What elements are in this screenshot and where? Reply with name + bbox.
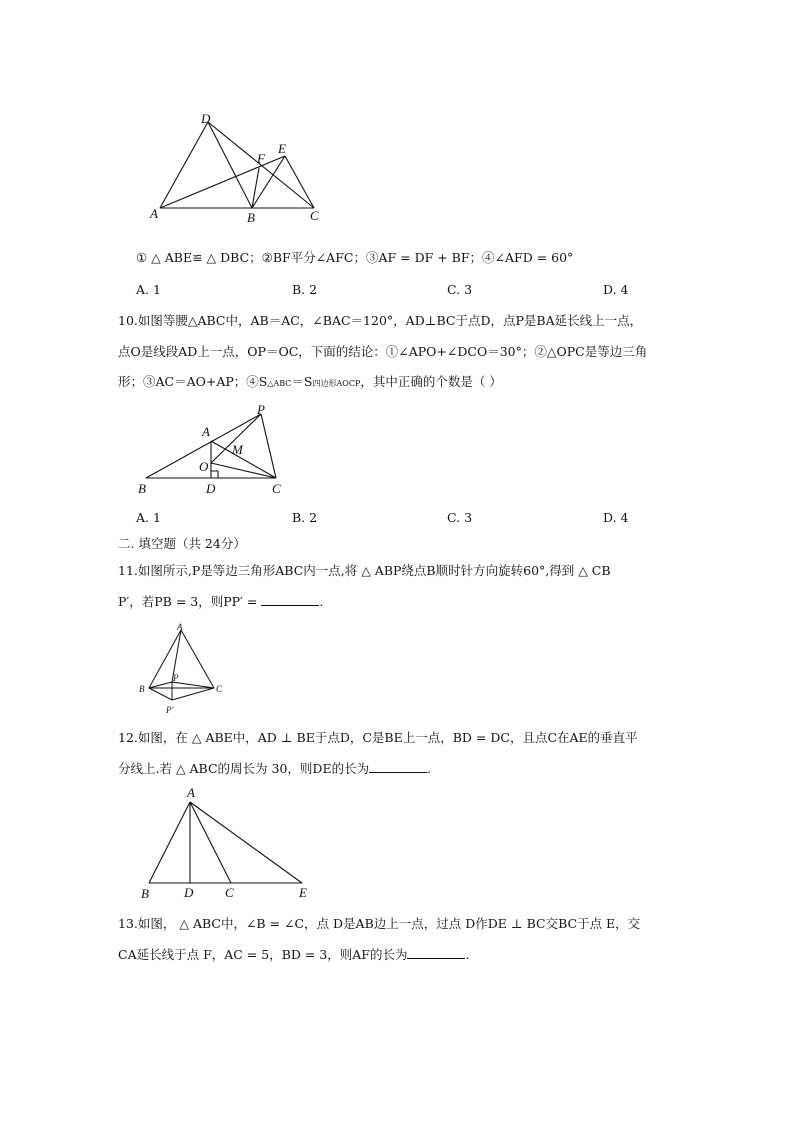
fig9-label-C: C xyxy=(310,208,319,223)
fig12-label-B: B xyxy=(141,886,149,901)
fig10-label-O: O xyxy=(199,459,209,474)
figure-q12 xyxy=(134,782,324,904)
q13-line-2 xyxy=(118,946,469,964)
fig11-label-P: P xyxy=(173,673,179,683)
q11-line-2 xyxy=(118,593,323,611)
fig9-label-F: F xyxy=(257,151,265,166)
q10-option-d: D. 4 xyxy=(603,510,629,525)
fig11-label-C: C xyxy=(216,684,223,694)
q10-line3-sub-1: △ABC xyxy=(267,379,292,388)
q10-line-3 xyxy=(118,373,502,393)
fig12-label-A: A xyxy=(187,785,195,800)
q12-answer-blank[interactable] xyxy=(369,760,427,773)
q11-line2-end: . xyxy=(319,594,324,609)
q13-answer-blank[interactable] xyxy=(407,946,465,959)
figure-q11 xyxy=(134,620,234,720)
fig10-label-D: D xyxy=(206,481,216,496)
q11-answer-blank[interactable] xyxy=(261,593,319,606)
q10-option-a: A. 1 xyxy=(136,510,161,525)
q9-option-c: C. 3 xyxy=(447,282,473,297)
q10-line3-part-c: ，其中正确的个数是（ ） xyxy=(360,374,502,389)
fig9-label-A: A xyxy=(150,206,158,221)
fig9-label-E: E xyxy=(278,141,286,156)
q12-line-2 xyxy=(118,760,431,778)
fig9-label-B: B xyxy=(247,210,255,225)
q9-option-d: D. 4 xyxy=(603,282,629,297)
fig12-label-C: C xyxy=(225,885,234,900)
fig11-label-A: A xyxy=(177,622,183,632)
fig11-label-P-prime: P′ xyxy=(166,705,174,715)
fig11-label-B: B xyxy=(139,684,145,694)
q11-line2-text: P′，若PB = 3，则PP′ = xyxy=(118,594,262,609)
fig12-label-E: E xyxy=(299,885,307,900)
q10-line3-part-a: 形；③AC＝AO+AP；④S xyxy=(118,374,268,389)
q13-line2-end: . xyxy=(465,947,470,962)
fig10-label-P: P xyxy=(257,402,265,417)
q13-line2-text: CA延长线于点 F，AC = 5，BD = 3，则AF的长为 xyxy=(118,947,408,962)
q9-statement: ① △ ABE≌ △ DBC；②BF平分∠AFC；③AF = DF + BF；④∠AFD = 60° xyxy=(136,250,574,265)
section-heading: 二. 填空题（共 24分） xyxy=(118,536,246,551)
figure-q9 xyxy=(140,108,340,228)
q12-line-1: 12.如图，在 △ ABE中，AD ⊥ BE于点D，C是BE上一点，BD = DC，且点C在AE的垂直平 xyxy=(118,730,638,745)
fig10-label-C: C xyxy=(272,481,281,496)
q9-option-b: B. 2 xyxy=(292,282,318,297)
q10-line3-sub-2: 四边形AOCP xyxy=(312,379,361,388)
q13-line-1: 13.如图， △ ABC中，∠B = ∠C，点 D是AB边上一点，过点 D作DE ⊥ BC交BC于点 E，交 xyxy=(118,916,641,931)
q10-option-b: B. 2 xyxy=(292,510,318,525)
fig10-label-A: A xyxy=(202,424,210,439)
fig10-label-M: M xyxy=(232,442,243,457)
q9-option-a: A. 1 xyxy=(136,282,161,297)
q12-line2-end: . xyxy=(427,761,432,776)
q11-line-1: 11.如图所示,P是等边三角形ABC内一点,将 △ ABP绕点B顺时针方向旋转60°,得到 △ CB xyxy=(118,563,611,578)
q10-line-2: 点O是线段AD上一点，OP＝OC，下面的结论：①∠APO+∠DCO＝30°；②△OPC是等边三角 xyxy=(118,344,648,359)
q10-line-1: 10.如图等腰△ABC中，AB＝AC，∠BAC＝120°，AD⊥BC于点D，点P是BA延长线上一点， xyxy=(118,313,643,328)
fig9-label-D: D xyxy=(201,111,211,126)
fig12-label-D: D xyxy=(184,885,194,900)
q10-option-c: C. 3 xyxy=(447,510,473,525)
fig10-label-B: B xyxy=(138,481,146,496)
figure-q10 xyxy=(130,398,300,498)
q12-line2-text: 分线上.若 △ ABC的周长为 30，则DE的长为 xyxy=(118,761,370,776)
q10-line3-part-b: ＝S xyxy=(291,374,313,389)
